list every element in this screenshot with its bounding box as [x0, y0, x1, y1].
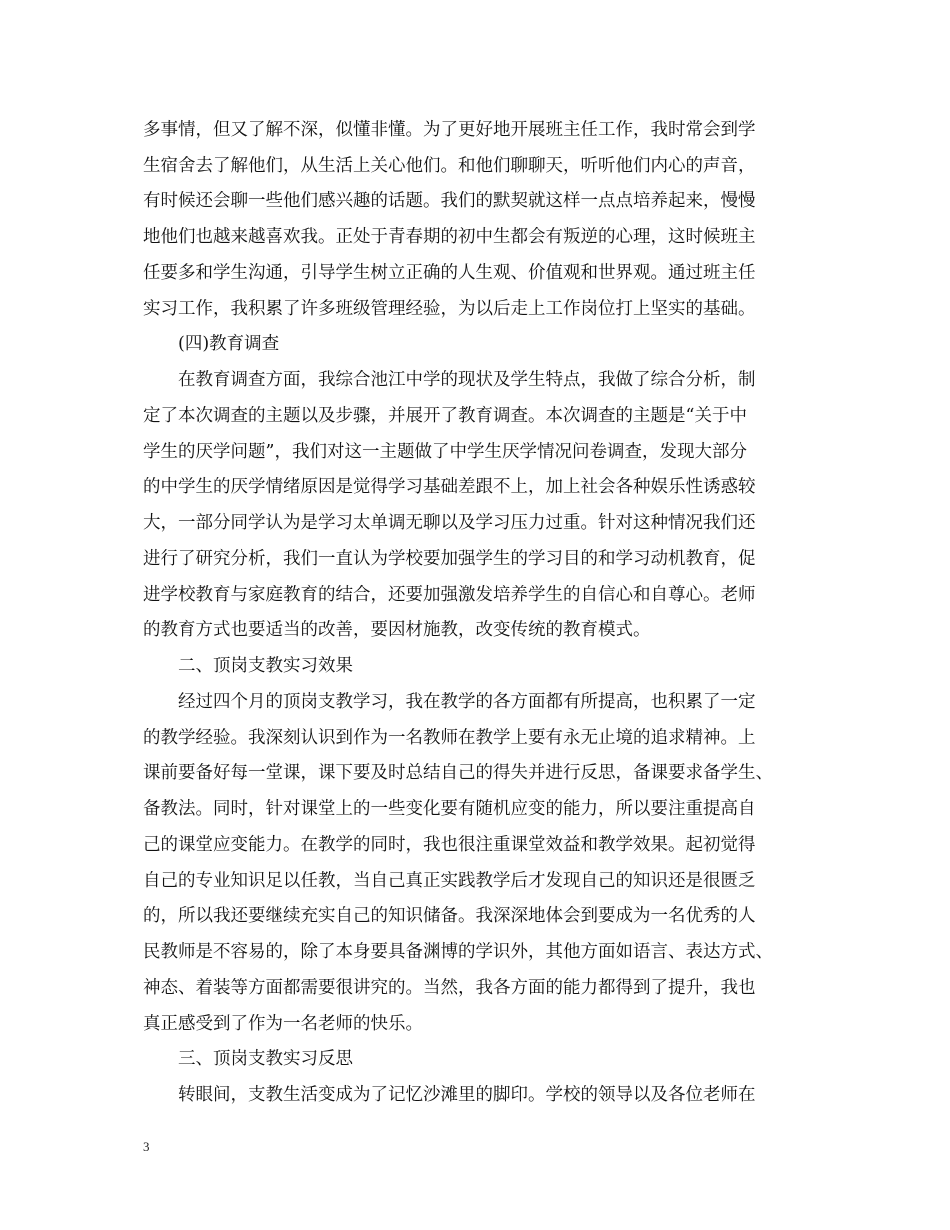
- text-line: 进行了研究分析，我们一直认为学校要加强学生的学习目的和学习动机教育，促: [143, 549, 756, 569]
- section-heading: 三、顶岗支教实习反思: [143, 1049, 353, 1069]
- text-line: 神态、着装等方面都需要很讲究的。当然，我各方面的能力都得到了提升，我也: [143, 978, 756, 998]
- text-line: 地他们也越来越喜欢我。正处于青春期的初中生都会有叛逆的心理，这时候班主: [143, 227, 756, 247]
- section-heading: 二、顶岗支教实习效果: [143, 656, 353, 676]
- text-line: 己的课堂应变能力。在教学的同时，我也很注重课堂效益和教学效果。起初觉得: [143, 835, 756, 855]
- text-line: 的，所以我还要继续充实自己的知识储备。我深深地体会到要成为一名优秀的人: [143, 906, 756, 926]
- text-line: 自己的专业知识足以任教，当自己真正实践教学后才发现自己的知识还是很匮乏: [143, 871, 756, 891]
- text-line: 学生的厌学问题”，我们对这一主题做了中学生厌学情况问卷调查，发现大部分: [143, 442, 747, 462]
- text-line: 实习工作，我积累了许多班级管理经验，为以后走上工作岗位打上坚实的基础。: [143, 299, 756, 319]
- text-line: 生宿舍去了解他们，从生活上关心他们。和他们聊聊天，听听他们内心的声音，: [143, 156, 756, 176]
- text-line: 转眼间，支教生活变成为了记忆沙滩里的脚印。学校的领导以及各位老师在: [143, 1085, 756, 1105]
- text-line: 任要多和学生沟通，引导学生树立正确的人生观、价值观和世界观。通过班主任: [143, 263, 756, 283]
- text-line: 课前要备好每一堂课，课下要及时总结自己的得失并进行反思，备课要求备学生、: [143, 763, 773, 783]
- text-line: 的教育方式也要适当的改善，要因材施教，改变传统的教育模式。: [143, 620, 651, 640]
- text-line: 多事情，但又了解不深，似懂非懂。为了更好地开展班主任工作，我时常会到学: [143, 120, 756, 140]
- section-heading: (四)教育调查: [143, 334, 280, 354]
- text-line: 真正感受到了作为一名老师的快乐。: [143, 1014, 423, 1034]
- text-line: 的中学生的厌学情绪原因是觉得学习基础差跟不上，加上社会各种娱乐性诱惑较: [143, 477, 756, 497]
- text-line: 经过四个月的顶岗支教学习，我在教学的各方面都有所提高，也积累了一定: [143, 692, 756, 712]
- text-line: 进学校教育与家庭教育的结合，还要加强激发培养学生的自信心和自尊心。老师: [143, 585, 756, 605]
- text-line: 有时候还会聊一些他们感兴趣的话题。我们的默契就这样一点点培养起来，慢慢: [143, 191, 756, 211]
- text-line: 大，一部分同学认为是学习太单调无聊以及学习压力过重。针对这种情况我们还: [143, 513, 756, 533]
- text-line: 定了本次调查的主题以及步骤，并展开了教育调查。本次调查的主题是“关于中: [143, 406, 747, 426]
- text-line: 民教师是不容易的，除了本身要具备渊博的学识外，其他方面如语言、表达方式、: [143, 942, 773, 962]
- text-line: 备教法。同时，针对课堂上的一些变化要有随机应变的能力，所以要注重提高自: [143, 799, 756, 819]
- text-line: 在教育调查方面，我综合池江中学的现状及学生特点，我做了综合分析，制: [143, 370, 756, 390]
- text-line: 的教学经验。我深刻认识到作为一名教师在教学上要有永无止境的追求精神。上: [143, 728, 756, 748]
- page-number: 3: [143, 1139, 150, 1154]
